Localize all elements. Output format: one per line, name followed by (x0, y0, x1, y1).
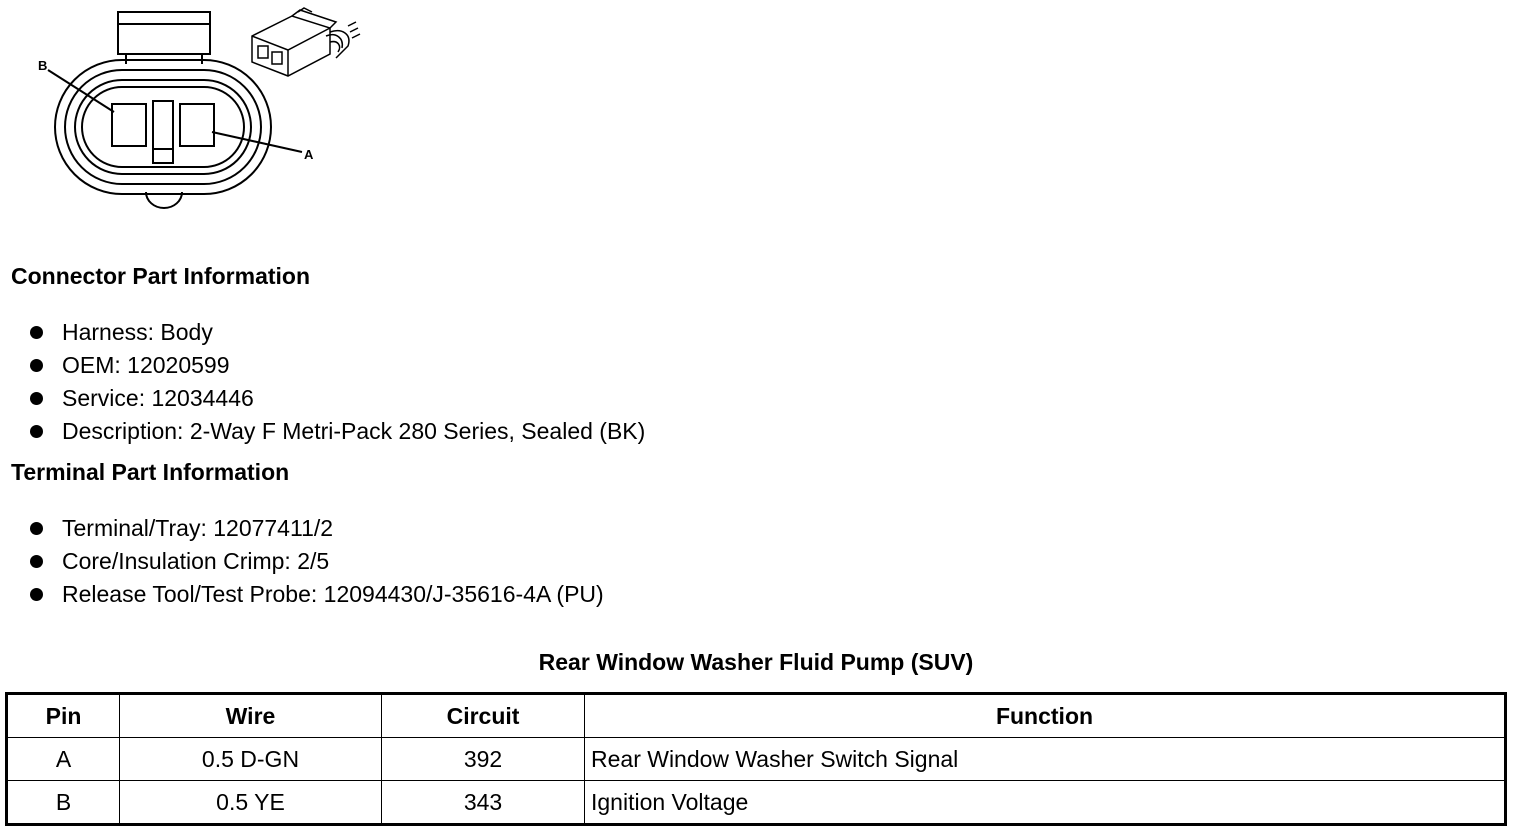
connector-info-heading: Connector Part Information (11, 263, 311, 289)
connector-latch (118, 12, 210, 54)
circuit-cell: 343 (382, 781, 585, 825)
list-item-text: OEM: 12020599 (62, 352, 230, 378)
terminal-info-list (28, 512, 604, 611)
table-header-row (7, 694, 1506, 738)
list-item (28, 578, 604, 611)
pin-label-a: A (304, 147, 314, 162)
table-row (7, 781, 1506, 825)
connector-info-list (28, 316, 645, 448)
function-cell: Ignition Voltage (585, 781, 1506, 825)
pin-cell: B (7, 781, 120, 825)
pinout-table (5, 692, 1507, 826)
table-row (7, 738, 1506, 781)
list-item-text: Release Tool/Test Probe: 12094430/J-35616-4A (PU) (62, 581, 604, 607)
list-item (28, 349, 645, 382)
list-item (28, 415, 645, 448)
wire-cell: 0.5 YE (120, 781, 382, 825)
bullet-icon (30, 326, 43, 339)
pin-label-b: B (38, 58, 48, 73)
wire-cell: 0.5 D-GN (120, 738, 382, 781)
list-item-text: Description: 2-Way F Metri-Pack 280 Series, Sealed (BK) (62, 418, 646, 444)
list-item-text: Harness: Body (62, 319, 213, 345)
list-item-text: Terminal/Tray: 12077411/2 (62, 515, 334, 541)
column-header-pin: Pin (7, 694, 120, 738)
table-title: Rear Window Washer Fluid Pump (SUV) (538, 649, 974, 675)
column-header-function: Function (585, 694, 1506, 738)
pin-cell: A (7, 738, 120, 781)
connector-thumbnail (252, 8, 360, 76)
bullet-icon (30, 425, 43, 438)
pin-cavity-b (112, 104, 146, 146)
column-header-circuit: Circuit (382, 694, 585, 738)
pin-cavity-a (180, 104, 214, 146)
bullet-icon (30, 392, 43, 405)
bullet-icon (30, 359, 43, 372)
list-item (28, 316, 645, 349)
connector-diagram (30, 6, 370, 216)
list-item-text: Service: 12034446 (62, 385, 254, 411)
bullet-icon (30, 555, 43, 568)
function-cell: Rear Window Washer Switch Signal (585, 738, 1506, 781)
list-item (28, 512, 604, 545)
list-item-text: Core/Insulation Crimp: 2/5 (62, 548, 330, 574)
circuit-cell: 392 (382, 738, 585, 781)
column-header-wire: Wire (120, 694, 382, 738)
list-item (28, 545, 604, 578)
list-item (28, 382, 645, 415)
bullet-icon (30, 588, 43, 601)
bullet-icon (30, 522, 43, 535)
terminal-info-heading: Terminal Part Information (11, 459, 290, 485)
